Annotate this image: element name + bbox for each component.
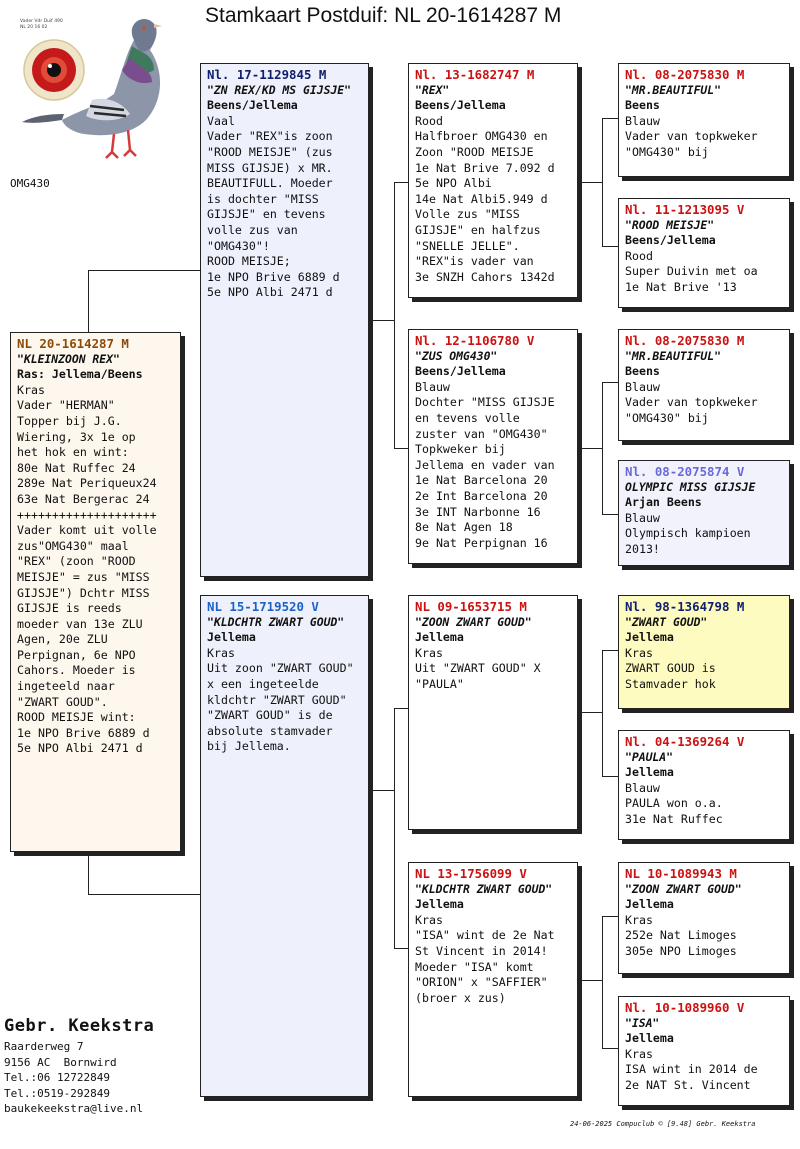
note-line: absolute stamvader: [207, 723, 333, 738]
ring-number: NL 13-1756099 V: [415, 866, 527, 881]
note-line: Uit "ZWART GOUD" X: [415, 661, 541, 676]
bird-name: "ZOON ZWART GOUD": [415, 614, 532, 629]
breeder-name: Gebr. Keekstra: [4, 1016, 155, 1036]
connector-line: [602, 650, 618, 651]
ring-number: NL 20-1614287 M: [17, 336, 129, 351]
sss-card[interactable]: [618, 63, 790, 177]
bird-name: "ROOD MEISJE": [625, 217, 715, 232]
note-line: ISA wint in 2014 de: [625, 1062, 758, 1077]
bird-color: Blauw: [625, 780, 660, 795]
connector-line: [88, 852, 89, 894]
note-line: bij Jellema.: [207, 739, 291, 754]
connector-line: [578, 448, 603, 449]
bird-name: "ZUS OMG430": [415, 348, 498, 363]
connector-line: [602, 916, 603, 1048]
note-line: Vader "REX"is zoon: [207, 129, 333, 144]
note-line: "REX"is vader van: [415, 254, 534, 269]
bird-owner: Jellema: [625, 765, 674, 780]
ddd-card[interactable]: [618, 996, 790, 1106]
connector-line: [602, 514, 618, 515]
sire-dam-card[interactable]: [408, 329, 578, 564]
connector-line: [602, 916, 618, 917]
note-line: Jellema en vader van: [415, 457, 555, 472]
connector-line: [602, 382, 603, 514]
note-line: "ISA" wint de 2e Nat: [415, 928, 555, 943]
note-line: 3e SNZH Cahors 1342d: [415, 269, 555, 284]
note-line: volle zus van: [207, 222, 298, 237]
note-line: "ZWART GOUD".: [17, 694, 108, 709]
bird-owner: Beens/Jellema: [625, 233, 716, 248]
breeder-phone-2: Tel.:0519-292849: [4, 1086, 110, 1100]
bird-color: Kras: [625, 1046, 653, 1061]
note-line: 8e Nat Agen 18: [415, 520, 513, 535]
breeder-phone: Tel.:06 12722849: [4, 1071, 110, 1084]
bird-color: Blauw: [625, 379, 660, 394]
note-line: en tevens volle: [415, 410, 520, 425]
dam-sire-card[interactable]: [408, 595, 578, 830]
bird-owner: Jellema: [625, 897, 674, 912]
note-line: Halfbroer OMG430 en: [415, 129, 548, 144]
connector-line: [88, 894, 200, 895]
note-line: ROOD MEISJE;: [207, 254, 291, 269]
note-line: 5e NPO Albi 2471 d: [207, 285, 333, 300]
note-line: St Vincent in 2014!: [415, 943, 548, 958]
bird-owner: Beens/Jellema: [415, 98, 506, 113]
svg-text:Vader Vdr Duif 490: Vader Vdr Duif 490: [20, 19, 63, 24]
note-line: 2e Int Barcelona 20: [415, 488, 548, 503]
ring-number: Nl. 10-1089960 V: [625, 1000, 745, 1015]
bird-name: "ZOON ZWART GOUD": [625, 881, 742, 896]
bird-name: "ISA": [625, 1015, 660, 1030]
bird-name: "MR.BEAUTIFUL": [625, 82, 722, 97]
connector-line: [369, 790, 395, 791]
note-line: Vader van topkweker: [625, 129, 758, 144]
dds-card[interactable]: [618, 862, 790, 974]
note-line: 5e NPO Albi 2471 d: [17, 741, 143, 756]
bird-color: Blauw: [625, 510, 660, 525]
note-line: Cahors. Moeder is: [17, 663, 136, 678]
bird-name: OLYMPIC MISS GIJSJE: [625, 479, 756, 494]
ring-number: Nl. 17-1129845 M: [207, 67, 327, 82]
note-line: Super Duivin met oa: [625, 264, 758, 279]
note-line: Agen, 20e ZLU: [17, 632, 108, 647]
ring-number: NL 09-1653715 M: [415, 599, 527, 614]
connector-line: [602, 650, 603, 776]
bird-owner: Beens: [625, 98, 660, 113]
note-line: ++++++++++++++++++++: [17, 507, 157, 522]
breeder-email[interactable]: baukekeekstra@live.nl: [4, 1102, 144, 1115]
ssd-card[interactable]: [618, 198, 790, 308]
note-line: Dochter "MISS GIJSJE: [415, 395, 555, 410]
note-line: Vader van topkweker: [625, 395, 758, 410]
footer-credits: 24-06-2025 Compuclub © [9.48] Gebr. Keekstra: [570, 1120, 756, 1128]
bird-owner: Jellema: [625, 630, 674, 645]
note-line: "ORION" x "SAFFIER": [415, 975, 548, 990]
note-line: 14e Nat Albi5.949 d: [415, 191, 548, 206]
bird-name: "KLDCHTR ZWART GOUD": [415, 881, 553, 896]
note-line: 80e Nat Ruffec 24: [17, 460, 136, 475]
main-bird-card[interactable]: [10, 332, 181, 852]
dam-card[interactable]: [200, 595, 369, 1097]
bird-owner: Jellema: [415, 630, 464, 645]
note-line: Volle zus "MISS: [415, 207, 520, 222]
pigeon-photo: [14, 10, 164, 170]
bird-color: Blauw: [415, 379, 450, 394]
connector-line: [394, 182, 408, 183]
note-line: MEISJE" = zus "MISS: [17, 569, 150, 584]
breeder-address: Raarderweg 7: [4, 1040, 84, 1053]
photo-label: OMG430: [10, 177, 50, 190]
ring-number: NL 15-1719520 V: [207, 599, 319, 614]
note-line: Moeder "ISA" komt: [415, 959, 534, 974]
note-line: Topkweker bij: [415, 442, 506, 457]
note-line: "PAULA": [415, 676, 464, 691]
connector-line: [394, 448, 408, 449]
bird-color: Blauw: [625, 113, 660, 128]
bird-color: Kras: [415, 645, 443, 660]
connector-line: [394, 182, 395, 448]
bird-name: "PAULA": [625, 749, 674, 764]
note-line: 1e NPO Brive 6889 d: [17, 725, 150, 740]
bird-color: Rood: [415, 113, 443, 128]
connector-line: [578, 980, 603, 981]
note-line: x een ingeteelde: [207, 676, 319, 691]
connector-line: [602, 382, 618, 383]
page-title: Stamkaart Postduif: NL 20-1614287 M: [205, 4, 562, 27]
bird-owner: Arjan Beens: [625, 495, 702, 510]
bird-name: "KLEINZOON REX": [17, 351, 120, 366]
dsd-card[interactable]: [618, 730, 790, 840]
bird-owner: Beens: [625, 364, 660, 379]
note-line: Topper bij J.G.: [17, 413, 122, 428]
connector-line: [394, 708, 395, 948]
note-line: "ROOD MEISJE" (zus: [207, 144, 333, 159]
note-line: MISS GIJSJE) x MR.: [207, 160, 333, 175]
bird-color: Kras: [17, 382, 45, 397]
connector-line: [394, 948, 408, 949]
bird-name: "KLDCHTR ZWART GOUD": [207, 614, 345, 629]
breeder-postcode: 9156 AC Bornwird: [4, 1055, 117, 1069]
ring-number: Nl. 12-1106780 V: [415, 333, 535, 348]
note-line: 31e Nat Ruffec: [625, 811, 723, 826]
note-line: 305e NPO Limoges: [625, 943, 737, 958]
bird-color: Kras: [415, 912, 443, 927]
ring-number: Nl. 08-2075830 M: [625, 333, 745, 348]
note-line: Vader komt uit volle: [17, 523, 157, 538]
note-line: Vader "HERMAN": [17, 398, 115, 413]
note-line: Stamvader hok: [625, 676, 716, 691]
note-line: het hok en wint:: [17, 445, 129, 460]
note-line: 5e NPO Albi: [415, 176, 492, 191]
dam-dam-card[interactable]: [408, 862, 578, 1097]
dss-card[interactable]: [618, 595, 790, 709]
bird-owner: Jellema: [625, 1031, 674, 1046]
ring-number: NL 10-1089943 M: [625, 866, 737, 881]
bird-owner: Beens/Jellema: [207, 98, 298, 113]
bird-name: "ZWART GOUD": [625, 614, 708, 629]
note-line: ROOD MEISJE wint:: [17, 710, 136, 725]
bird-name: "REX": [415, 82, 450, 97]
sire-card[interactable]: [200, 63, 369, 577]
connector-line: [578, 712, 603, 713]
note-line: moeder van 13e ZLU: [17, 616, 143, 631]
note-line: "OMG430" bij: [625, 410, 709, 425]
note-line: "SNELLE JELLE".: [415, 238, 520, 253]
note-line: GIJSJE") Dchtr MISS: [17, 585, 150, 600]
bird-owner: Jellema: [207, 630, 256, 645]
note-line: PAULA won o.a.: [625, 796, 723, 811]
connector-line: [602, 246, 618, 247]
note-line: 63e Nat Bergerac 24: [17, 491, 150, 506]
note-line: 252e Nat Limoges: [625, 928, 737, 943]
note-line: (broer x zus): [415, 990, 506, 1005]
breeder-info: [4, 1016, 154, 1117]
bird-color: Rood: [625, 248, 653, 263]
note-line: ZWART GOUD is: [625, 661, 716, 676]
note-line: 9e Nat Perpignan 16: [415, 535, 548, 550]
note-line: "OMG430" bij: [625, 144, 709, 159]
note-line: 3e INT Narbonne 16: [415, 504, 541, 519]
note-line: 2013!: [625, 541, 660, 556]
bird-color: Vaal: [207, 113, 235, 128]
note-line: ingeteeld naar: [17, 679, 115, 694]
connector-line: [394, 708, 408, 709]
sdd-card[interactable]: [618, 460, 790, 566]
sire-sire-card[interactable]: [408, 63, 578, 298]
bird-owner: Jellema: [415, 897, 464, 912]
note-line: 289e Nat Periqueux24: [17, 476, 157, 491]
note-line: 1e Nat Barcelona 20: [415, 473, 548, 488]
note-line: zus"OMG430" maal: [17, 538, 129, 553]
svg-text:NL 20 16 02: NL 20 16 02: [20, 25, 48, 30]
bird-owner: Beens/Jellema: [415, 364, 506, 379]
note-line: Wiering, 3x 1e op: [17, 429, 136, 444]
connector-line: [88, 270, 89, 332]
connector-line: [578, 182, 603, 183]
note-line: GIJSJE" en halfzus: [415, 222, 541, 237]
note-line: "REX" (zoon "ROOD: [17, 554, 136, 569]
sds-card[interactable]: [618, 329, 790, 441]
note-line: 1e NPO Brive 6889 d: [207, 269, 340, 284]
bird-name: "MR.BEAUTIFUL": [625, 348, 722, 363]
ring-number: Nl. 08-2075874 V: [625, 464, 745, 479]
bird-owner: Ras: Jellema/Beens: [17, 367, 143, 382]
note-line: GIJSJE is reeds: [17, 601, 122, 616]
connector-line: [369, 320, 395, 321]
note-line: 1e Nat Brive '13: [625, 279, 737, 294]
note-line: 1e Nat Brive 7.092 d: [415, 160, 555, 175]
note-line: "OMG430"!: [207, 238, 270, 253]
ring-number: Nl. 98-1364798 M: [625, 599, 745, 614]
bird-color: Kras: [625, 645, 653, 660]
ring-number: Nl. 13-1682747 M: [415, 67, 535, 82]
ring-number: Nl. 08-2075830 M: [625, 67, 745, 82]
note-line: 2e NAT St. Vincent: [625, 1077, 751, 1092]
connector-line: [602, 776, 618, 777]
connector-line: [602, 118, 618, 119]
note-line: Perpignan, 6e NPO: [17, 647, 136, 662]
connector-line: [88, 270, 200, 271]
note-line: kldchtr "ZWART GOUD": [207, 692, 347, 707]
note-line: is dochter "MISS: [207, 191, 319, 206]
note-line: zuster van "OMG430": [415, 426, 548, 441]
bird-name: "ZN REX/KD MS GIJSJE": [207, 82, 352, 97]
bird-color: Kras: [625, 912, 653, 927]
ring-number: Nl. 11-1213095 V: [625, 202, 745, 217]
bird-color: Kras: [207, 645, 235, 660]
connector-line: [602, 1048, 618, 1049]
note-line: Olympisch kampioen: [625, 526, 751, 541]
note-line: BEAUTIFULL. Moeder: [207, 176, 333, 191]
ring-number: Nl. 04-1369264 V: [625, 734, 745, 749]
note-line: Zoon "ROOD MEISJE: [415, 144, 534, 159]
note-line: "ZWART GOUD" is de: [207, 708, 333, 723]
connector-line: [602, 118, 603, 246]
note-line: GIJSJE" en tevens: [207, 207, 326, 222]
note-line: Uit zoon "ZWART GOUD": [207, 661, 354, 676]
